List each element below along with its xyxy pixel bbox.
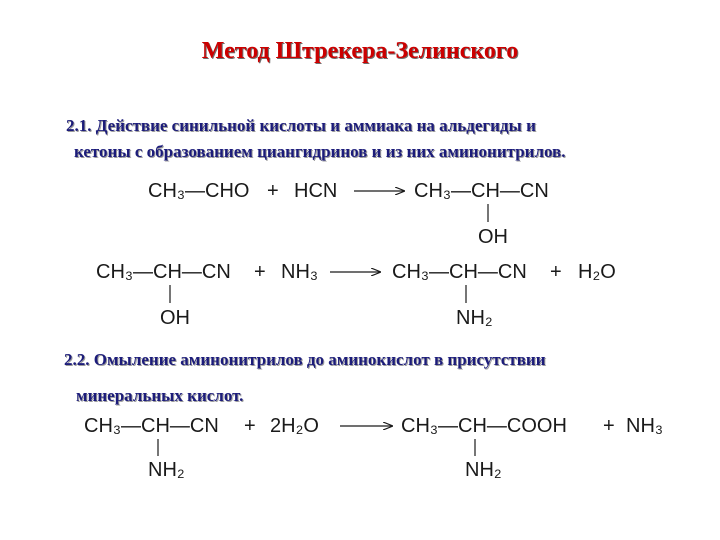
reaction-3-product-amino-acid: CH₃—CH—COOH (401, 415, 567, 437)
reaction-2-product-aminonitrile: CH₃—CH—CN (392, 261, 527, 283)
reaction-2-product-water: H₂O (578, 261, 616, 283)
page-title: Метод Штрекера-Зелинского (201, 38, 519, 64)
reaction-2-oh-group: OH (160, 307, 190, 329)
section-2-1-line-2: кетоны с образованием циангидринов и из них аминонитрилов. (74, 142, 566, 161)
reaction-1-reactant-aldehyde: CH₃—CHO (148, 180, 250, 202)
reaction-3-plus-1: + (244, 415, 256, 437)
reaction-1 (148, 180, 549, 248)
reaction-3-reactant-aminonitrile: CH₃—CH—CN (84, 415, 219, 437)
reaction-1-oh-group: OH (478, 226, 508, 248)
reaction-2-plus-1: + (254, 261, 266, 283)
reaction-3-product-nh2-group: NH₂ (465, 459, 502, 481)
reaction-2-reactant-cyanohydrin: CH₃—CH—CN (96, 261, 231, 283)
reaction-3-plus-2: + (603, 415, 615, 437)
reaction-2 (96, 261, 616, 329)
reaction-3-reactant-water: 2H₂O (270, 415, 319, 437)
reaction-2-reactant-ammonia: NH₃ (281, 261, 319, 283)
reaction-2-nh2-group: NH₂ (456, 307, 493, 329)
section-2-2-line-2: минеральных кислот. (76, 386, 244, 405)
reaction-2-plus-2: + (550, 261, 562, 283)
section-2-2-line-1: 2.2. Омыление аминонитрилов до аминокислот в присутствии (64, 350, 546, 369)
reaction-3-reactant-nh2-group: NH₂ (148, 459, 185, 481)
reaction-3-product-ammonia: NH₃ (626, 415, 664, 437)
section-2-1-line-1: 2.1. Действие синильной кислоты и аммиака на альдегиды и (66, 116, 536, 135)
reaction-1-product-cyanohydrin: CH₃—CH—CN (414, 180, 549, 202)
reaction-3 (84, 415, 663, 481)
reaction-1-reactant-hcn: HCN (294, 180, 338, 202)
reaction-1-plus: + (267, 180, 279, 202)
